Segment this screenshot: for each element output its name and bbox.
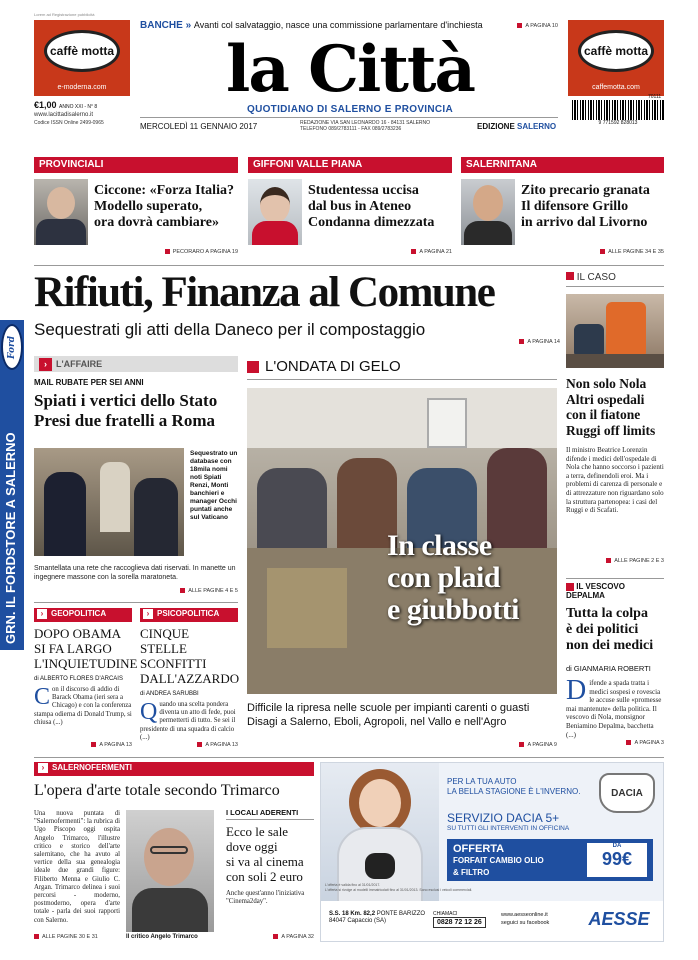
redazione-line: REDAZIONE VIA SAN LEONARDO 16 - 84131 SALERNO [300, 120, 431, 126]
psicopolitica-headline[interactable]: CINQUE STELLE SCONFITTI DALL'AZZARDO [140, 626, 240, 686]
arrow-right-icon: › [143, 609, 153, 619]
locali-section[interactable] [226, 808, 314, 943]
gelo-subhead: Difficile la ripresa nelle scuole per impianti carenti o guasti Disagi a Salerno, Eboli, Agropoli, nel Vallo e nell'Agro [247, 702, 530, 728]
ad-phone[interactable]: CHIAMACI 0828 72 12 26 [433, 911, 486, 928]
main-ref: A PAGINA 14 [490, 339, 560, 345]
ad-brand-left: caffè motta [49, 44, 114, 58]
photo-classroom [247, 388, 557, 694]
motta-logo-right [578, 30, 654, 72]
vescovo-headline[interactable]: Tutta la colpa è dei politici non dei medici [566, 606, 654, 653]
locali-ref: A PAGINA 32 [273, 934, 314, 940]
ad-site-right: caffemotta.com [592, 84, 640, 91]
geopolitica-ref: A PAGINA 13 [91, 742, 132, 748]
ad-brand-right: caffè motta [583, 44, 648, 58]
il-caso-section[interactable] [566, 272, 664, 572]
affaire-headline[interactable]: Spiati i vertici dello Stato Presi due fratelli a Roma [34, 391, 218, 430]
ford-ad-text: GRN. IL FORDSTORE A SALERNO [3, 432, 18, 644]
ad-tiny-text: Lorem ad Registrazione pubblicità [34, 12, 95, 17]
masthead-subtitle: QUOTIDIANO DI SALERNO E PROVINCIA [246, 104, 454, 115]
top-story-2[interactable] [248, 157, 452, 261]
ford-ad-strip[interactable] [0, 320, 24, 650]
barcode-top-num: 70111 [648, 94, 662, 100]
barcode: 9 771592 828013 [572, 100, 664, 128]
motta-logo-left [44, 30, 120, 72]
locali-header: I LOCALI ADERENTI [226, 808, 314, 820]
photo-renzi-monti [34, 448, 184, 556]
arrow-right-icon: › [37, 609, 47, 619]
geopolitica-section[interactable] [34, 608, 138, 752]
arrow-right-icon: › [38, 763, 48, 773]
dacia-logo: DACIA [599, 773, 655, 813]
ad-tagline: PER LA TUA AUTO LA BELLA STAGIONE È L'INVERNO. [447, 777, 581, 796]
arrow-right-icon: › [39, 358, 52, 371]
il-caso-ref: ALLE PAGINE 2 E 3 [606, 558, 664, 564]
psicopolitica-byline: di ANDREA SARUBBI [140, 691, 199, 697]
topline-ref: A PAGINA 10 [517, 23, 558, 29]
phone-line: TELEFONO 089/2783111 - FAX 089/2783236 [300, 126, 402, 132]
photo-ospedale [566, 294, 664, 368]
vescovo-body: D ifende a spada tratta i medici sospesi e rovescia le accuse sulle «promesse mai mantenute» della politica. Il vescovo di Nola, monsignor Beniamino Depalma, bacchetta (...) [566, 675, 662, 739]
affaire-header: › L'AFFAIRE [34, 356, 238, 372]
ad-photo-woman [321, 763, 439, 903]
geopolitica-body: C on il discorso di addio di Barack Obama (ieri sera a Chicago) e con la conferenza stampa odierna di Donald Trump, si chiusa (...) [34, 684, 132, 726]
gelo-ref: A PAGINA 9 [519, 742, 557, 748]
aesse-logo: AESSE [588, 909, 650, 929]
headline-zito[interactable]: Zito precario granata Il difensore Grillo in arrivo dal Livorno [521, 183, 650, 230]
fermenti-caption: Il critico Angelo Trimarco [126, 934, 198, 940]
geopolitica-byline: di ALBERTO FLORES D'ARCAIS [34, 676, 123, 682]
gelo-header: L'ONDATA DI GELO [247, 358, 557, 380]
ad-fine-print: L'offerta è valida fino al 31/01/2017. L'offerta si rivolge ai modelli immatricolati fino al 31/01/2013. Sono esclusi i veicoli commerciali. [325, 883, 473, 892]
dacia-ad[interactable] [320, 762, 664, 942]
affaire-caption: Sequestrato un database con 18mila nomi noti Spiati Renzi, Monti banchieri e manager Occhi puntati anche sul Vaticano [190, 450, 238, 521]
ref-zito: ALLE PAGINE 34 E 35 [600, 249, 664, 255]
top-left-ad[interactable] [34, 20, 130, 96]
locali-body: Anche quest'anno l'iniziativa "Cinema2day". [226, 890, 305, 906]
chevron-right-icon: » [185, 20, 192, 31]
divider-left-1 [34, 602, 238, 603]
psicopolitica-header: › PSICOPOLITICA [140, 608, 238, 622]
photo-ciccone [34, 179, 88, 245]
headline-studentessa[interactable]: Studentessa uccisa dal bus in Ateneo Condanna dimezzata [308, 183, 435, 230]
ref-studentessa: A PAGINA 21 [411, 249, 452, 255]
issue-date: MERCOLEDÌ 11 GENNAIO 2017 [140, 122, 258, 131]
masthead-title: la Città [226, 32, 474, 107]
topline-text: Avanti col salvataggio, nasce una commissione parlamentare d'inchiesta [193, 20, 483, 30]
fermenti-header: › SALERNOFERMENTI [34, 762, 314, 776]
section-provinciali: PROVINCIALI [34, 157, 238, 173]
ad-web[interactable]: www.aesseonline.it seguici su facebook [501, 912, 550, 926]
psicopolitica-ref: A PAGINA 13 [197, 742, 238, 748]
top-story-1[interactable] [34, 157, 238, 261]
il-caso-header: IL CASO [566, 272, 664, 287]
ad-offer-box[interactable]: OFFERTA FORFAIT CAMBIO OLIO & FILTRO DA 99€ [447, 839, 653, 881]
affaire-kicker: MAIL RUBATE PER SEI ANNI [34, 378, 144, 387]
gelo-section[interactable] [247, 358, 557, 752]
il-caso-headline[interactable]: Non solo Nola Altri ospedali con il fiatone Ruggi off limits [566, 376, 656, 438]
divider-right-1 [566, 578, 664, 579]
psicopolitica-section[interactable] [140, 608, 238, 752]
geopolitica-headline[interactable]: DOPO OBAMA SI FA LARGO L'INQUIETUDINE [34, 626, 138, 671]
ad-price-box: DA 99€ [587, 843, 647, 877]
main-subhead: Sequestrati gli atti della Daneco per il compostaggio [34, 320, 426, 339]
photo-trimarco [126, 810, 214, 932]
fermenti-body: Una nuova puntata di "Salernofermenti": la rubrica di Ugo Piscopo oggi ospita Angelo Trimarco, l'illustre critico e storico dell'arte salernitano, che ha avuto al vertice della sua genealogia ideale due grandi figure: Filiberto Menna e Giulio C. Argan. Trimarco delinea i suoi percorsi - moderno, postmoderno, opera d'arte totale - parla dei suoi rapporti con Salerno. [34, 810, 120, 924]
fermenti-headline[interactable]: L'opera d'arte totale secondo Trimarco [34, 782, 280, 799]
affaire-ref: ALLE PAGINE 4 E 5 [180, 588, 238, 594]
vescovo-ref: A PAGINA 3 [626, 740, 664, 746]
divider-bottom [34, 757, 664, 758]
masthead-rule [140, 117, 558, 118]
top-right-ad[interactable] [568, 20, 664, 96]
affaire-section[interactable] [34, 356, 238, 601]
divider-top-stories [34, 265, 664, 266]
price: €1,00 ANNO XXI - N° 8 [34, 100, 98, 110]
main-headline[interactable]: Rifiuti, Finanza al Comune [34, 269, 495, 316]
photo-studentessa [248, 179, 302, 245]
affaire-body: Smantellata una rete che raccoglieva dati riservati. In manette un ingegnere massone con la sorella maratoneta. [34, 565, 236, 581]
ad-service: SERVIZIO DACIA 5+ SU TUTTI GLI INTERVENTI IN OFFICINA [447, 811, 570, 832]
ad-site-left: e-moderna.com [57, 84, 107, 91]
topline-tag: BANCHE [140, 20, 183, 31]
il-caso-body: Il ministro Beatrice Lorenzin difende i medici dell'ospedale di Nola che hanno soccorso i pazienti a terra, definendoli eroi. Ma i problemi di carenza di personale e di attrezzature non riguardano solo la struttura partenopea: i casi del Ruggi e di Scafati. [566, 446, 664, 515]
top-story-3[interactable] [461, 157, 664, 261]
section-salernitana: SALERNITANA [461, 157, 664, 173]
edition-label: EDIZIONE SALERNO [477, 122, 557, 131]
section-giffoni: GIFFONI VALLE PIANA [248, 157, 452, 173]
photo-headline: In classe con plaid e giubbotti [387, 529, 520, 626]
issn: Codice ISSN Online 2499-0965 [34, 120, 104, 126]
geopolitica-header: › GEOPOLITICA [34, 608, 132, 622]
headline-ciccone[interactable]: Ciccone: «Forza Italia? Modello superato, ora dovrà cambiare» [94, 183, 234, 230]
vescovo-byline: di GIANMARIA ROBERTI [566, 664, 651, 673]
psicopolitica-body: Q uando una scelta pondera diventa un atto di fede, puoi permetterti di tutto. Se sei il presidente di una squadra di calcio (...) [140, 699, 236, 741]
ref-ciccone: PECORARO A PAGINA 19 [165, 249, 238, 255]
site-url[interactable]: www.lacittadisalerno.it [34, 112, 94, 118]
ford-logo: Ford [1, 324, 23, 370]
ad-address: S.S. 18 Km. 82,2 PONTE BARIZZO 84047 Capaccio (SA) [329, 911, 426, 924]
locali-headline[interactable]: Ecco le sale dove oggi si va al cinema con soli 2 euro [226, 824, 304, 884]
vescovo-header: IL VESCOVO DEPALMA [566, 582, 625, 600]
fermenti-ref: ALLE PAGINE 30 E 31 [34, 934, 120, 940]
vescovo-section[interactable] [566, 582, 664, 752]
photo-zito [461, 179, 515, 245]
